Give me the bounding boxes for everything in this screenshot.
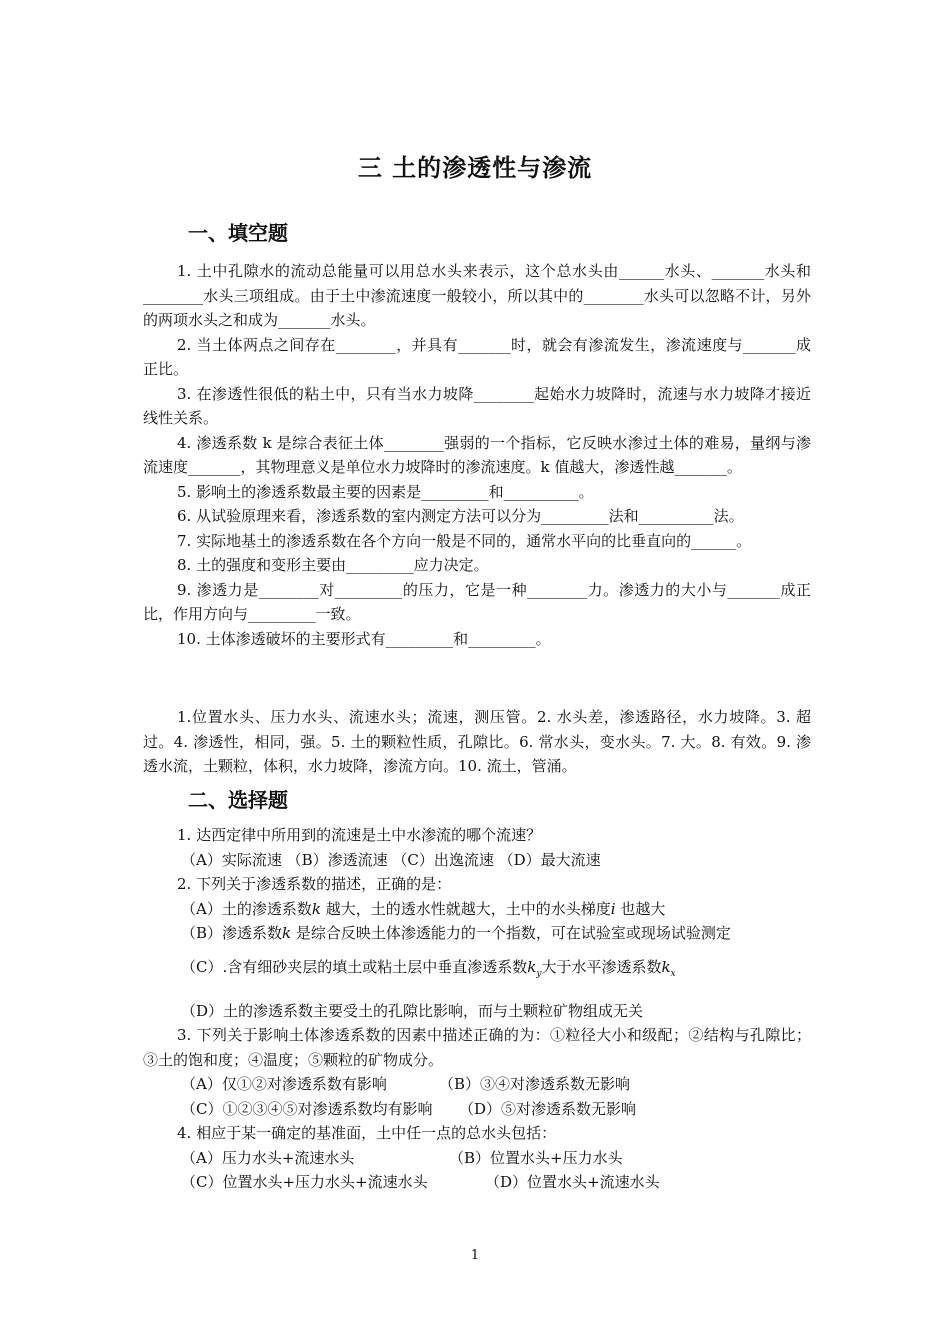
page-title: 三 土的渗透性与渗流 (357, 154, 593, 182)
question-1: 1. 土中孔隙水的流动总能量可以用总水头来表示，这个总水头由______水头、_______水头和________水头三项组成。由于土中渗流速度一般较小，所以其中的________水头可以忽略不计，另外的两项水头之和成为_______水头。 (143, 262, 811, 329)
mc-question-3-options-row1: （A）仅①②对渗透系数有影响 （B）③④对渗透系数无影响 (181, 1075, 631, 1093)
section-heading-multiple-choice: 二、选择题 (188, 788, 288, 812)
mc-question-2-option-b: （B）渗透系数k 是综合反映土体渗透能力的一个指数，可在试验室或现场试验测定 (181, 924, 731, 942)
mc-question-2-option-d: （D）土的渗透系数主要受土的孔隙比影响，而与土颗粒矿物组成无关 (181, 1001, 644, 1020)
mc-question-4-options-row1: （A）压力水头+流速水头 （B）位置水头+压力水头 (181, 1148, 623, 1167)
question-4: 4. 渗透系数 k 是综合表征土体________强弱的一个指标，它反映水渗过土体的难易，量纲与渗流速度_______，其物理意义是单位水力坡降时的渗流速度。k 值越大，渗透性越_______。 (143, 433, 811, 476)
question-8: 8. 土的强度和变形主要由_________应力决定。 (177, 556, 489, 574)
mc-question-1-options: （A）实际流速 （B）渗透流速 （C）出逸流速 （D）最大流速 (181, 850, 601, 869)
mc-question-2-option-a: （A）土的渗透系数k 越大，土的透水性就越大，土中的水头梯度i 也越大 (181, 899, 666, 918)
multiple-choice-questions (143, 823, 811, 1195)
ky-symbol: k (527, 957, 537, 976)
fill-blank-questions (143, 259, 811, 651)
mc-question-4-stem: 4. 相应于某一确定的基准面，土中任一点的总水头包括： (177, 1124, 557, 1142)
i-symbol: i (610, 899, 616, 918)
mc-question-4-options-row2: （C）位置水头+压力水头+流速水头 （D）位置水头+流速水头 (181, 1173, 660, 1191)
answers-text: 1.位置水头、压力水头、流速水头；流速，测压管。2. 水头差，渗透路径，水力坡降。3. 超过。4. 渗透性，相同，强。5. 土的颗粒性质，孔隙比。6. 常水头，变水头。7. 大。8. 有效。9. 渗透水流，土颗粒，体积，水力坡降，渗流方向。10. 流土，管涌。 (143, 708, 811, 775)
question-7: 7. 实际地基土的渗透系数在各个方向一般是不同的，通常水平向的比垂直向的______。 (177, 531, 752, 550)
question-10: 10. 土体渗透破坏的主要形式有_________和_________。 (177, 629, 551, 648)
answer-key (143, 705, 811, 779)
k-symbol: k (311, 899, 321, 918)
mc-question-3-options-row2: （C）①②③④⑤对渗透系数均有影响 （D）⑤对渗透系数无影响 (181, 1099, 637, 1118)
mc-question-3-stem: 3. 下列关于影响土体渗透系数的因素中描述正确的为：①粒径大小和级配；②结构与孔隙比；③土的饱和度；④温度；⑤颗粒的矿物成分。 (143, 1026, 811, 1069)
question-6: 6. 从试验原理来看，渗透系数的室内测定方法可以分为_________法和__________法。 (177, 507, 744, 525)
question-5: 5. 影响土的渗透系数最主要的因素是_________和__________。 (177, 482, 594, 501)
mc-question-2-stem: 2. 下列关于渗透系数的描述，正确的是： (177, 875, 452, 893)
section-heading-fill-blank: 一、填空题 (188, 221, 288, 245)
question-3: 3. 在渗透性很低的粘土中，只有当水力坡降________起始水力坡降时，流速与水力坡降才接近线性关系。 (143, 384, 811, 427)
mc-question-2-option-c: （C）.含有细砂夹层的填土或粘土层中垂直渗透系数$k_y$大于水平渗透系数$k_x$ (181, 957, 676, 979)
question-9: 9. 渗透力是________对_________的压力，它是一种________力。渗透力的大小与_______成正比，作用方向与_________一致。 (143, 580, 811, 623)
question-2: 2. 当土体两点之间存在________，并具有_______时，就会有渗流发生，渗流速度与_______成正比。 (143, 335, 811, 378)
kx-symbol: k (661, 957, 671, 976)
k-symbol: k (282, 924, 292, 942)
mc-question-1-stem: 1. 达西定律中所用到的流速是土中水渗流的哪个流速？ (177, 826, 542, 844)
page-number: 1 (470, 1248, 480, 1263)
